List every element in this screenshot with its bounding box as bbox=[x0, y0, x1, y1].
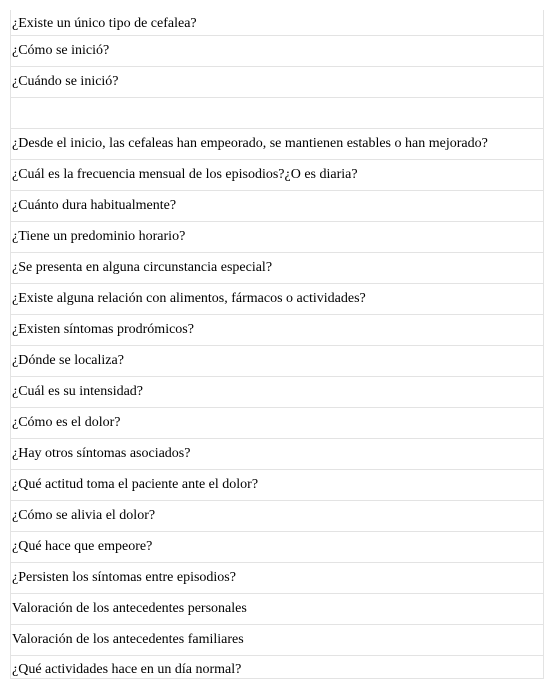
question-cell: ¿Existe alguna relación con alimentos, fármacos o actividades? bbox=[11, 284, 544, 315]
question-cell: ¿Cómo se alivia el dolor? bbox=[11, 501, 544, 532]
table-row bbox=[11, 315, 544, 346]
question-cell: ¿Cómo es el dolor? bbox=[11, 408, 544, 439]
table-row bbox=[11, 439, 544, 470]
question-cell: ¿Qué actividades hace en un día normal? bbox=[11, 656, 544, 679]
question-cell: ¿Cuándo se inició? bbox=[11, 67, 544, 98]
table-row bbox=[11, 532, 544, 563]
headache-questions-table bbox=[10, 10, 544, 679]
table-row bbox=[11, 253, 544, 284]
question-cell: ¿Se presenta en alguna circunstancia especial? bbox=[11, 253, 544, 284]
question-cell: Valoración de los antecedentes familiares bbox=[11, 625, 544, 656]
table-row bbox=[11, 346, 544, 377]
table-row bbox=[11, 284, 544, 315]
table-row bbox=[11, 377, 544, 408]
table-row bbox=[11, 625, 544, 656]
table-row bbox=[11, 98, 544, 129]
question-cell: ¿Tiene un predominio horario? bbox=[11, 222, 544, 253]
question-cell: ¿Cuál es la frecuencia mensual de los episodios?¿O es diaria? bbox=[11, 160, 544, 191]
table-row bbox=[11, 160, 544, 191]
empty-cell bbox=[11, 98, 544, 129]
question-cell: ¿Existe un único tipo de cefalea? bbox=[11, 10, 544, 36]
table-row bbox=[11, 563, 544, 594]
questions-body bbox=[11, 10, 544, 679]
table-row bbox=[11, 36, 544, 67]
question-cell: ¿Cuánto dura habitualmente? bbox=[11, 191, 544, 222]
question-cell: ¿Qué actitud toma el paciente ante el dolor? bbox=[11, 470, 544, 501]
table-row bbox=[11, 408, 544, 439]
question-cell: ¿Desde el inicio, las cefaleas han empeorado, se mantienen estables o han mejorado? bbox=[11, 129, 544, 160]
table-row bbox=[11, 10, 544, 36]
table-row bbox=[11, 594, 544, 625]
table-row bbox=[11, 191, 544, 222]
table-row bbox=[11, 501, 544, 532]
table-row bbox=[11, 470, 544, 501]
table-row bbox=[11, 129, 544, 160]
question-cell: ¿Persisten los síntomas entre episodios? bbox=[11, 563, 544, 594]
question-cell: ¿Cómo se inició? bbox=[11, 36, 544, 67]
question-cell: ¿Cuál es su intensidad? bbox=[11, 377, 544, 408]
table-row bbox=[11, 656, 544, 679]
table-row bbox=[11, 67, 544, 98]
question-cell: ¿Qué hace que empeore? bbox=[11, 532, 544, 563]
question-cell: ¿Dónde se localiza? bbox=[11, 346, 544, 377]
question-cell: ¿Hay otros síntomas asociados? bbox=[11, 439, 544, 470]
question-cell: ¿Existen síntomas prodrómicos? bbox=[11, 315, 544, 346]
question-cell: Valoración de los antecedentes personales bbox=[11, 594, 544, 625]
table-row bbox=[11, 222, 544, 253]
